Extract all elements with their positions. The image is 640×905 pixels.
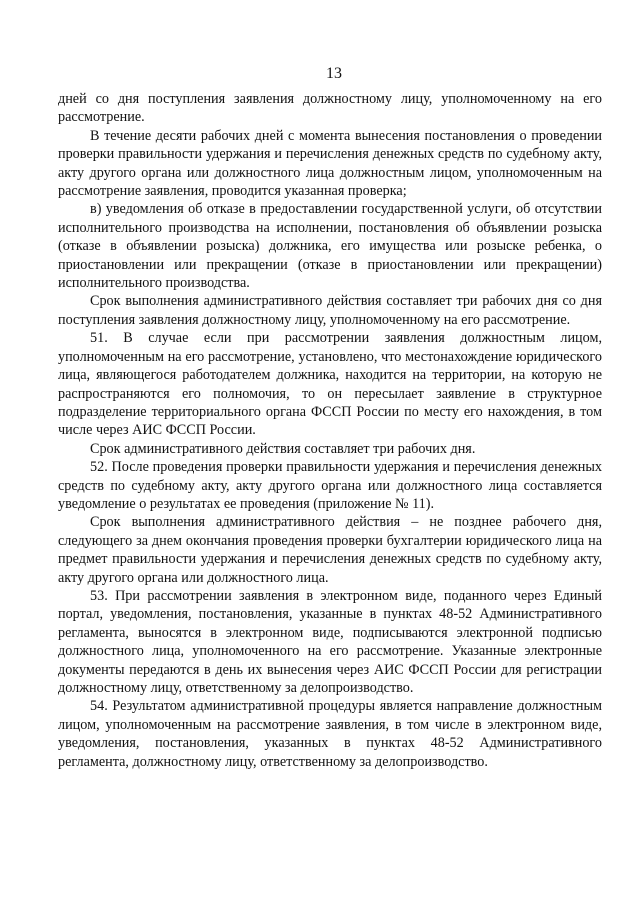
paragraph-action-term-1: Срок выполнения административного действия составляет три рабочих дня со дня поступления заявления должностному лицу, уполномоченному на его рассмотрение. bbox=[58, 293, 602, 328]
paragraph-clause-52: 52. После проведения проверки правильности удержания и перечисления денежных средств по судебному акту, акту другого органа или должностного лица составляется уведомление о результатах ее проведения (приложение № 11). bbox=[58, 459, 602, 512]
paragraph-clause-54: 54. Результатом административной процедуры является направление должностным лицом, уполномоченным на рассмотрение заявления, в том числе в электронном виде, уведомления, постановления, указанных в пунктах 48-52 Административного регламента, должностному лицу, ответственному за делопроизводство. bbox=[58, 698, 602, 770]
paragraph-clause-53: 53. При рассмотрении заявления в электронном виде, поданного через Единый портал, уведомления, постановления, указанные в пунктах 48-52 Административного регламента, выносятся в электронном виде, подписываются электронной подписью должностного лица, уполномоченного на его рассмотрение. Указанные электронные документы передаются в день их вынесения через АИС ФССП России для регистрации должностному лицу, ответственному за делопроизводство. bbox=[58, 587, 602, 696]
paragraph-verification-deadline: В течение десяти рабочих дней с момента вынесения постановления о проведении проверки правильности удержания и перечисления денежных средств по судебному акту, акту другого органа или должностного лица должностным лицом, уполномоченным на рассмотрение заявления, проводится указанная проверка; bbox=[58, 127, 602, 200]
paragraph-item-v-notifications: в) уведомления об отказе в предоставлении государственной услуги, об отсутствии исполнительного производства на исполнении, постановления об объявлении розыска (отказе в объявлении розыска) должника, его имущества или розыске ребенка, о приостановлении или прекращении (отказе в приостановлении или прекращении) исполнительного производства. bbox=[58, 201, 602, 292]
document-page bbox=[58, 64, 602, 771]
paragraph-action-term-2: Срок административного действия составляет три рабочих дня. bbox=[90, 440, 476, 457]
paragraph-continuation: дней со дня поступления заявления должностному лицу, уполномоченному на его рассмотрение. bbox=[58, 91, 602, 126]
paragraph-action-term-3: Срок выполнения административного действия – не позднее рабочего дня, следующего за днем окончания проведения проверки бухгалтерии юридического лица на предмет правильности удержания и перечисления денежных средств по судебному акту, акту другого органа или должностного лица. bbox=[58, 514, 602, 586]
page-number: 13 bbox=[326, 65, 342, 82]
paragraph-clause-51: 51. В случае если при рассмотрении заявления должностным лицом, уполномоченным на его рассмотрение, установлено, что местонахождение юридического лица, являющегося работодателем должника, находится на территории, на которую не распространяются его полномочия, то он пересылает заявление в структурное подразделение территориального органа ФССП России по месту его нахождения, в том числе через АИС ФССП России. bbox=[58, 330, 602, 439]
